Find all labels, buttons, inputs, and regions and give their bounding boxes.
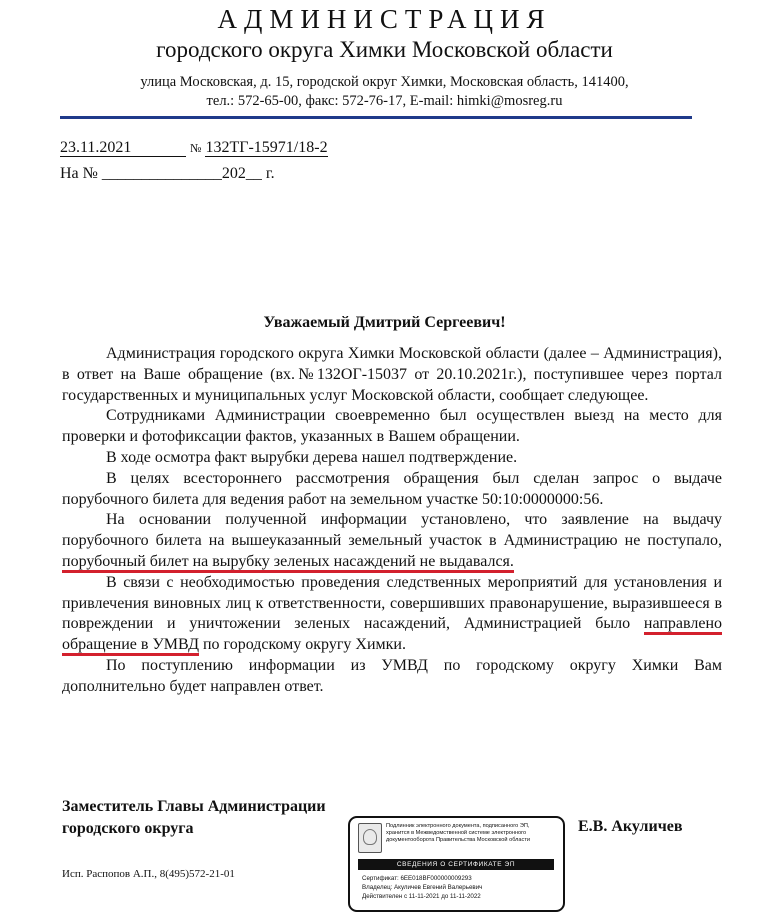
paragraph: Сотрудниками Администрации своевременно был осуществлен выезд на место для проверки и фотофиксации фактов, указанных в Вашем обращении. bbox=[62, 407, 722, 446]
contacts-line: тел.: 572-65-00, факс: 572-76-17, E-mail: himki@mosreg.ru bbox=[206, 93, 563, 109]
paragraph bbox=[62, 510, 722, 572]
position-line: городского округа bbox=[62, 820, 194, 837]
document-date: 23.11.2021 bbox=[60, 139, 186, 157]
number-prefix: № bbox=[190, 141, 202, 155]
reference-line: На № _______________202__ г. bbox=[60, 165, 275, 182]
certificate-validity: Действителен с 11-11-2021 до 11-11-2022 bbox=[362, 893, 481, 900]
stamp-text-line: документооборота Правительства Московской области bbox=[386, 837, 531, 844]
highlighted-text: порубочный билет на вырубку зеленых насаждений не выдавался. bbox=[62, 553, 514, 573]
header-rule bbox=[60, 116, 692, 119]
stamp-text-line: хранится в Межведомственной системе электронного bbox=[386, 830, 527, 837]
paragraph: В целях всестороннего рассмотрения обращения был сделан запрос о выдаче порубочного билета для ведения работ на земельном участке 50:10:0000000:56. bbox=[62, 469, 722, 508]
org-title: АДМИНИСТРАЦИЯ bbox=[217, 4, 552, 34]
coat-of-arms-icon bbox=[358, 823, 382, 853]
certificate-number: Сертификат: 6EE018BF000000009293 bbox=[362, 875, 472, 882]
certificate-owner: Владелец: Акуличев Евгений Валерьевич bbox=[362, 884, 483, 891]
paragraph-text: по городскому округу Химки. bbox=[198, 636, 406, 654]
e-signature-stamp bbox=[348, 816, 565, 912]
paragraph bbox=[62, 573, 722, 656]
stamp-text-line: Подлинник электронного документа, подписанного ЭП, bbox=[386, 823, 530, 829]
certificate-info bbox=[362, 874, 482, 901]
signatory-name: Е.В. Акуличев bbox=[578, 818, 683, 835]
address-line: улица Московская, д. 15, городской округ Химки, Московская область, 141400, bbox=[140, 74, 629, 90]
stamp-caption bbox=[386, 823, 558, 845]
document-meta bbox=[60, 135, 328, 186]
highlighted-text: направлено обращение в УМВД bbox=[62, 615, 722, 656]
paragraph: В ходе осмотра факт вырубки дерева нашел подтверждение. bbox=[106, 448, 518, 466]
letter-body bbox=[62, 344, 722, 698]
paragraph-text: На основании полученной информации установлено, что заявление на выдачу порубочного билета на вышеуказанный земельный участок в Администрацию не поступало, bbox=[62, 511, 722, 550]
document-number: 132ТГ-15971/18-2 bbox=[205, 139, 328, 156]
address-block bbox=[0, 73, 769, 111]
paragraph: Администрация городского округа Химки Московской области (далее – Администрация), в ответ на Ваше обращение (вх.№132ОГ-15037 от 20.10.2021г.), поступившее через портал государственных и муниципальных услуг Московской области, сообщает следующее. bbox=[62, 345, 722, 404]
paragraph-text: В связи с необходимостью проведения следственных мероприятий для установления и привлечения виновных лиц к ответственности, совершивших правонарушение, выразившееся в повреждении и уничтожении зеленых насаждений, Администрацией было bbox=[62, 573, 722, 633]
greeting: Уважаемый Дмитрий Сергеевич! bbox=[263, 314, 506, 331]
executor-line: Исп. Распопов А.П., 8(495)572-21-01 bbox=[62, 868, 235, 880]
stamp-band: СВЕДЕНИЯ О СЕРТИФИКАТЕ ЭП bbox=[358, 859, 554, 870]
position-line: Заместитель Главы Администрации bbox=[62, 798, 326, 815]
org-subtitle: городского округа Химки Московской области bbox=[156, 37, 613, 62]
signatory-position bbox=[62, 796, 326, 840]
paragraph: По поступлению информации из УМВД по городскому округу Химки Вам дополнительно будет направлен ответ. bbox=[62, 656, 722, 695]
